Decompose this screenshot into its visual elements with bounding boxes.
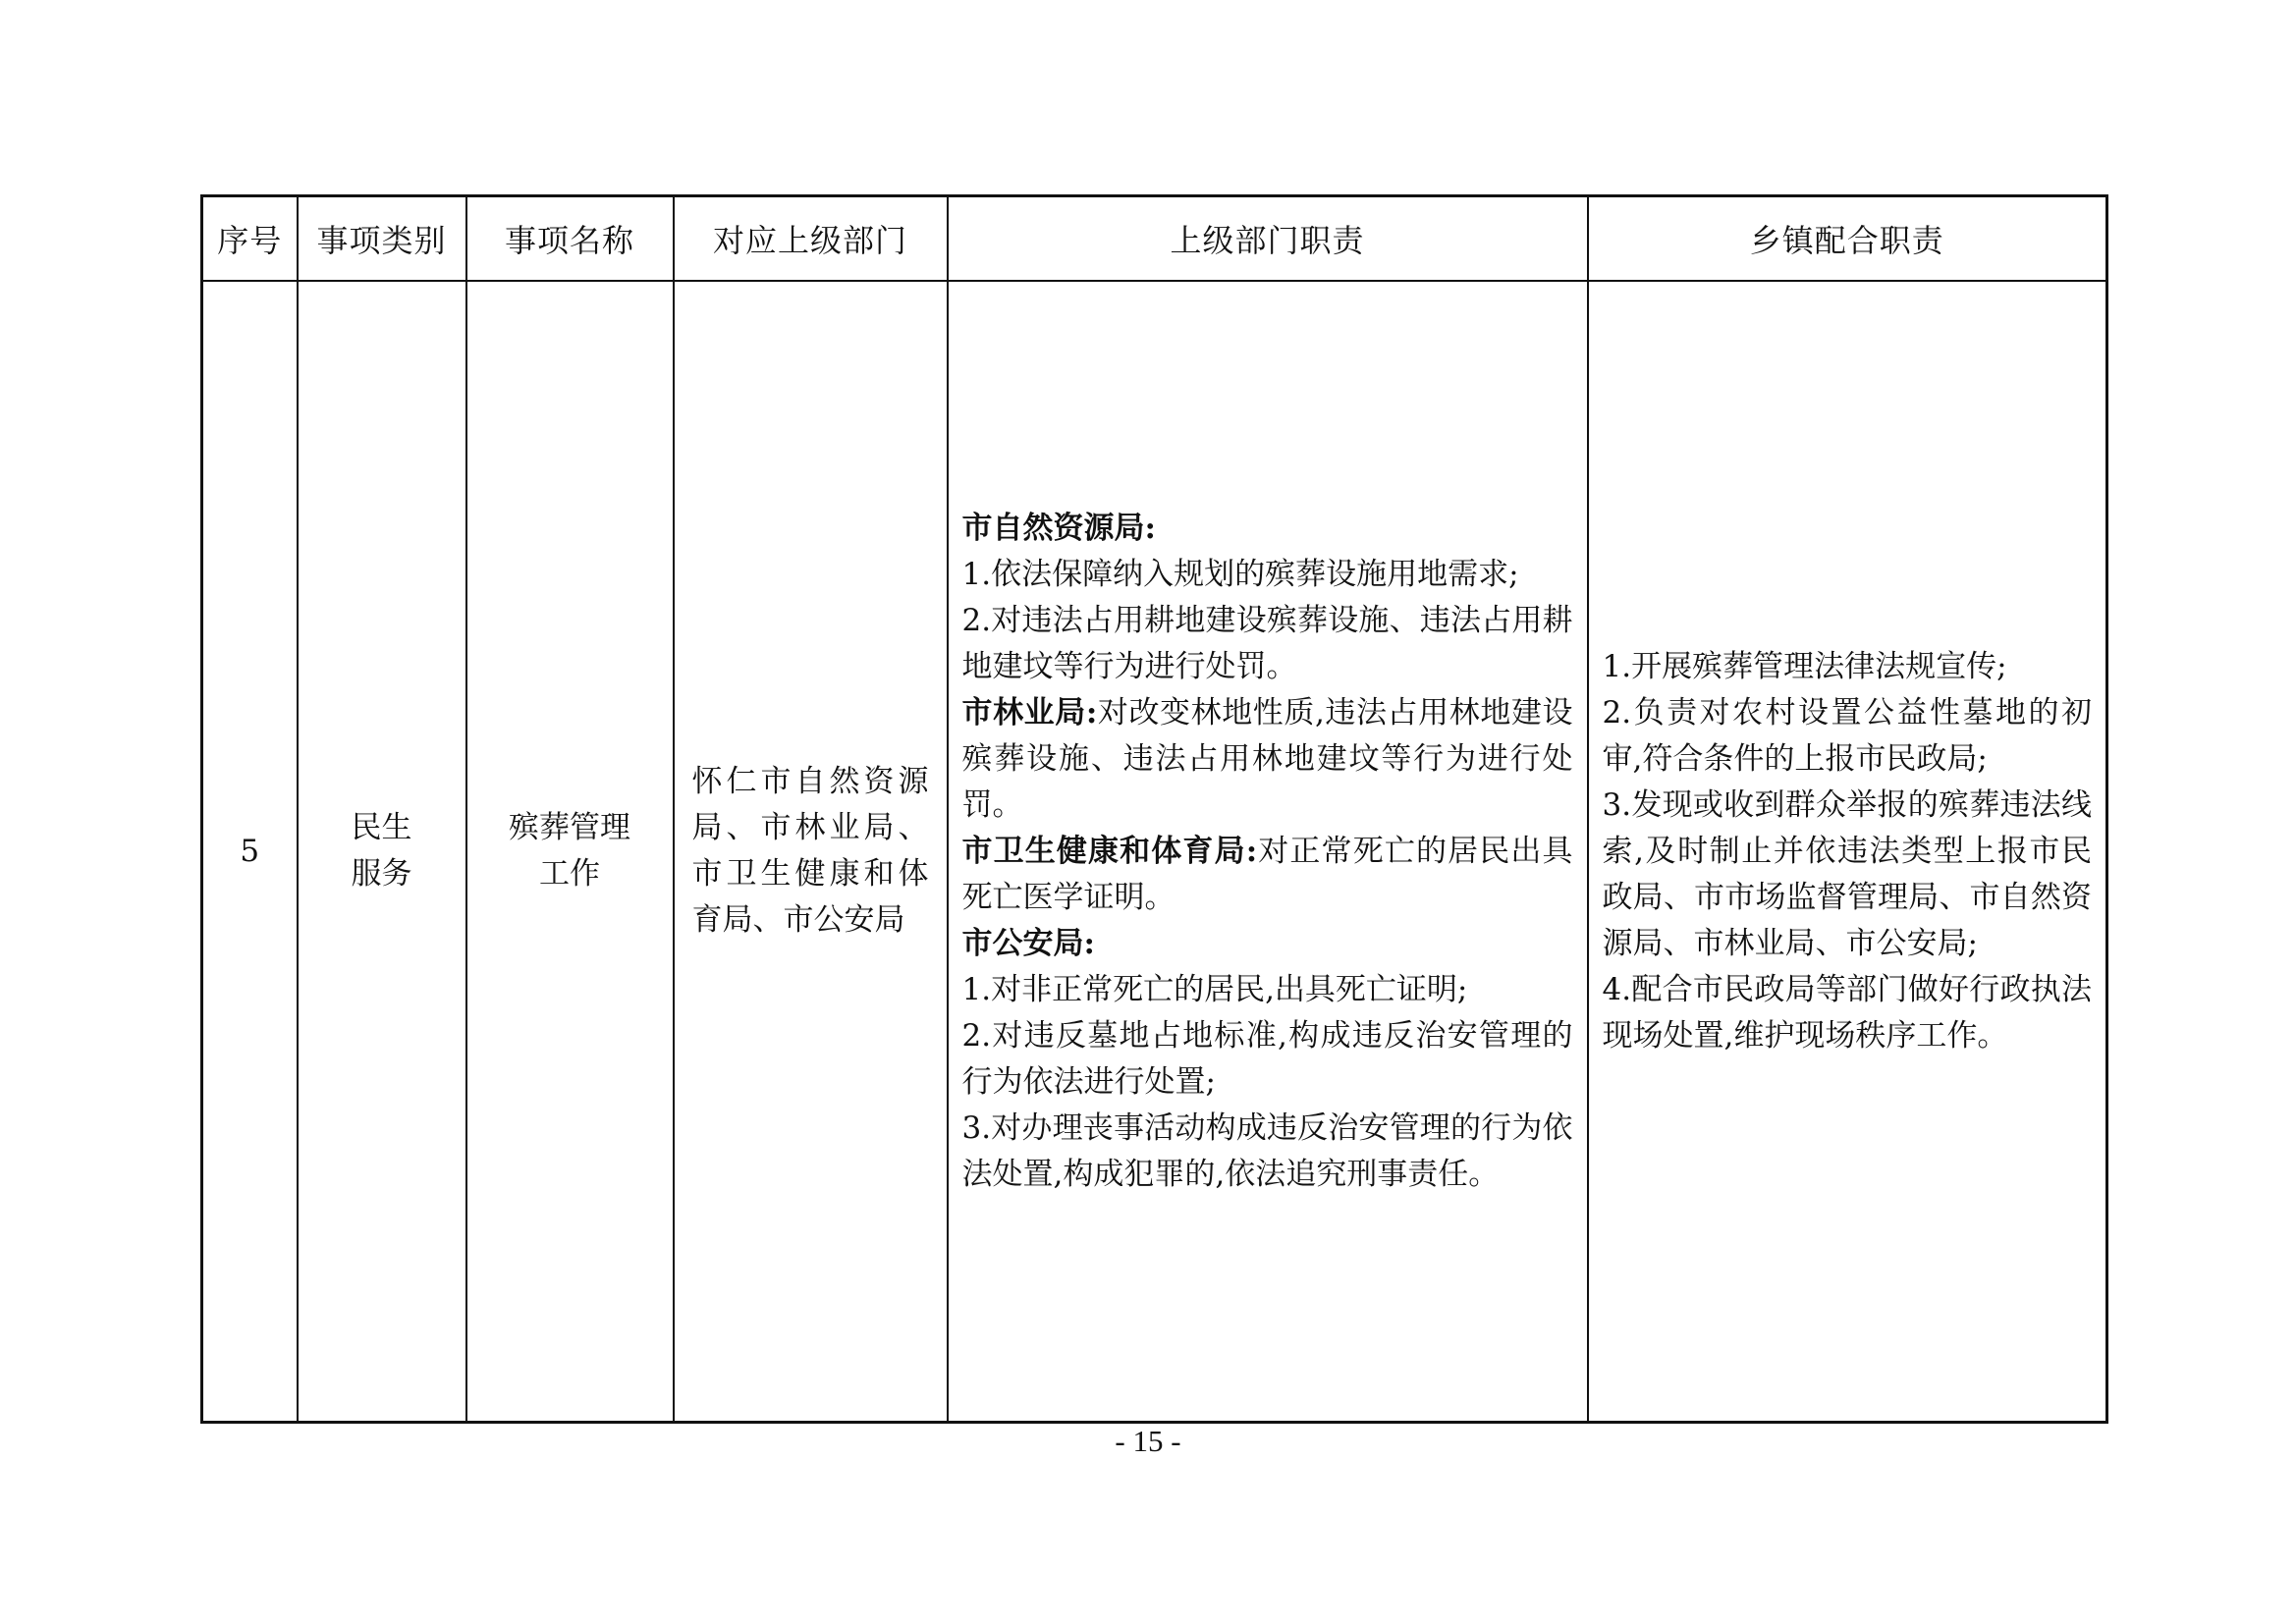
duty-paragraph: [962, 598, 1573, 690]
cell-departments: [674, 281, 948, 1423]
township-duty-item: 3.发现或收到群众举报的殡葬违法线索,及时制止并依违法类型上报市民政局、市市场监督管理局、市自然资源局、市林业局、市公安局;: [1602, 786, 2092, 961]
item-name-line-2: 工作: [539, 856, 600, 892]
header-row: [202, 196, 2107, 282]
cell-township-duties: [1588, 281, 2107, 1423]
township-duty-item: 4.配合市民政局等部门做好行政执法现场处置,维护现场秩序工作。: [1602, 971, 2092, 1054]
duty-label: 市卫生健康和体育局:: [961, 833, 1258, 869]
duty-text: 2.对违法占用耕地建设殡葬设施、违法占用耕地建坟等行为进行处罚。: [961, 602, 1573, 684]
table-row: [202, 281, 2107, 1423]
duty-label: 市林业局:: [961, 694, 1098, 730]
cell-category: [298, 281, 466, 1423]
duty-text: 3.对办理丧事活动构成违反治安管理的行为依法处置,构成犯罪的,依法追究刑事责任。: [961, 1109, 1573, 1192]
header-number: 序号: [202, 196, 298, 282]
duty-paragraph: [962, 1013, 1573, 1106]
page-number: - 15 -: [1115, 1424, 1181, 1458]
category-line-2: 服务: [351, 856, 412, 892]
duty-paragraph: [962, 967, 1573, 1013]
item-name-line-1: 殡葬管理: [509, 810, 630, 845]
row-number: 5: [240, 833, 260, 869]
header-superior-duties: 上级部门职责: [948, 196, 1588, 282]
duty-label: 市自然资源局:: [961, 510, 1156, 546]
duty-text: 1.对非正常死亡的居民,出具死亡证明;: [961, 971, 1468, 1007]
duty-paragraph: [962, 829, 1573, 921]
header-category: 事项类别: [298, 196, 466, 282]
township-duty-item: 2.负责对农村设置公益性墓地的初审,符合条件的上报市民政局;: [1602, 694, 2092, 777]
table-header: [202, 196, 2107, 282]
header-superior-department: 对应上级部门: [674, 196, 948, 282]
township-duty-item: 1.开展殡葬管理法律法规宣传;: [1602, 648, 2007, 684]
duty-table: [200, 194, 2108, 1424]
duty-paragraph: [962, 506, 1573, 552]
duty-label: 市公安局:: [961, 925, 1095, 961]
duty-text: 对正常死亡的居民出具死亡医学证明。: [961, 833, 1573, 915]
duty-paragraph: [962, 921, 1573, 967]
header-township-duties: 乡镇配合职责: [1588, 196, 2107, 282]
duty-paragraph: [962, 1106, 1573, 1198]
departments-text: 怀仁市自然资源局、市林业局、市卫生健康和体育局、市公安局: [691, 764, 929, 938]
duty-text: 1.依法保障纳入规划的殡葬设施用地需求;: [961, 556, 1519, 592]
duty-text: 2.对违反墓地占地标准,构成违反治安管理的行为依法进行处置;: [961, 1017, 1573, 1100]
cell-superior-duties: [948, 281, 1588, 1423]
cell-number: [202, 281, 298, 1423]
cell-item-name: [466, 281, 674, 1423]
category-line-1: 民生: [351, 810, 412, 845]
header-item-name: 事项名称: [466, 196, 674, 282]
duty-paragraph: [962, 552, 1573, 598]
duty-paragraph: [962, 690, 1573, 829]
duty-text: 对改变林地性质,违法占用林地建设殡葬设施、违法占用林地建坟等行为进行处罚。: [961, 694, 1573, 823]
